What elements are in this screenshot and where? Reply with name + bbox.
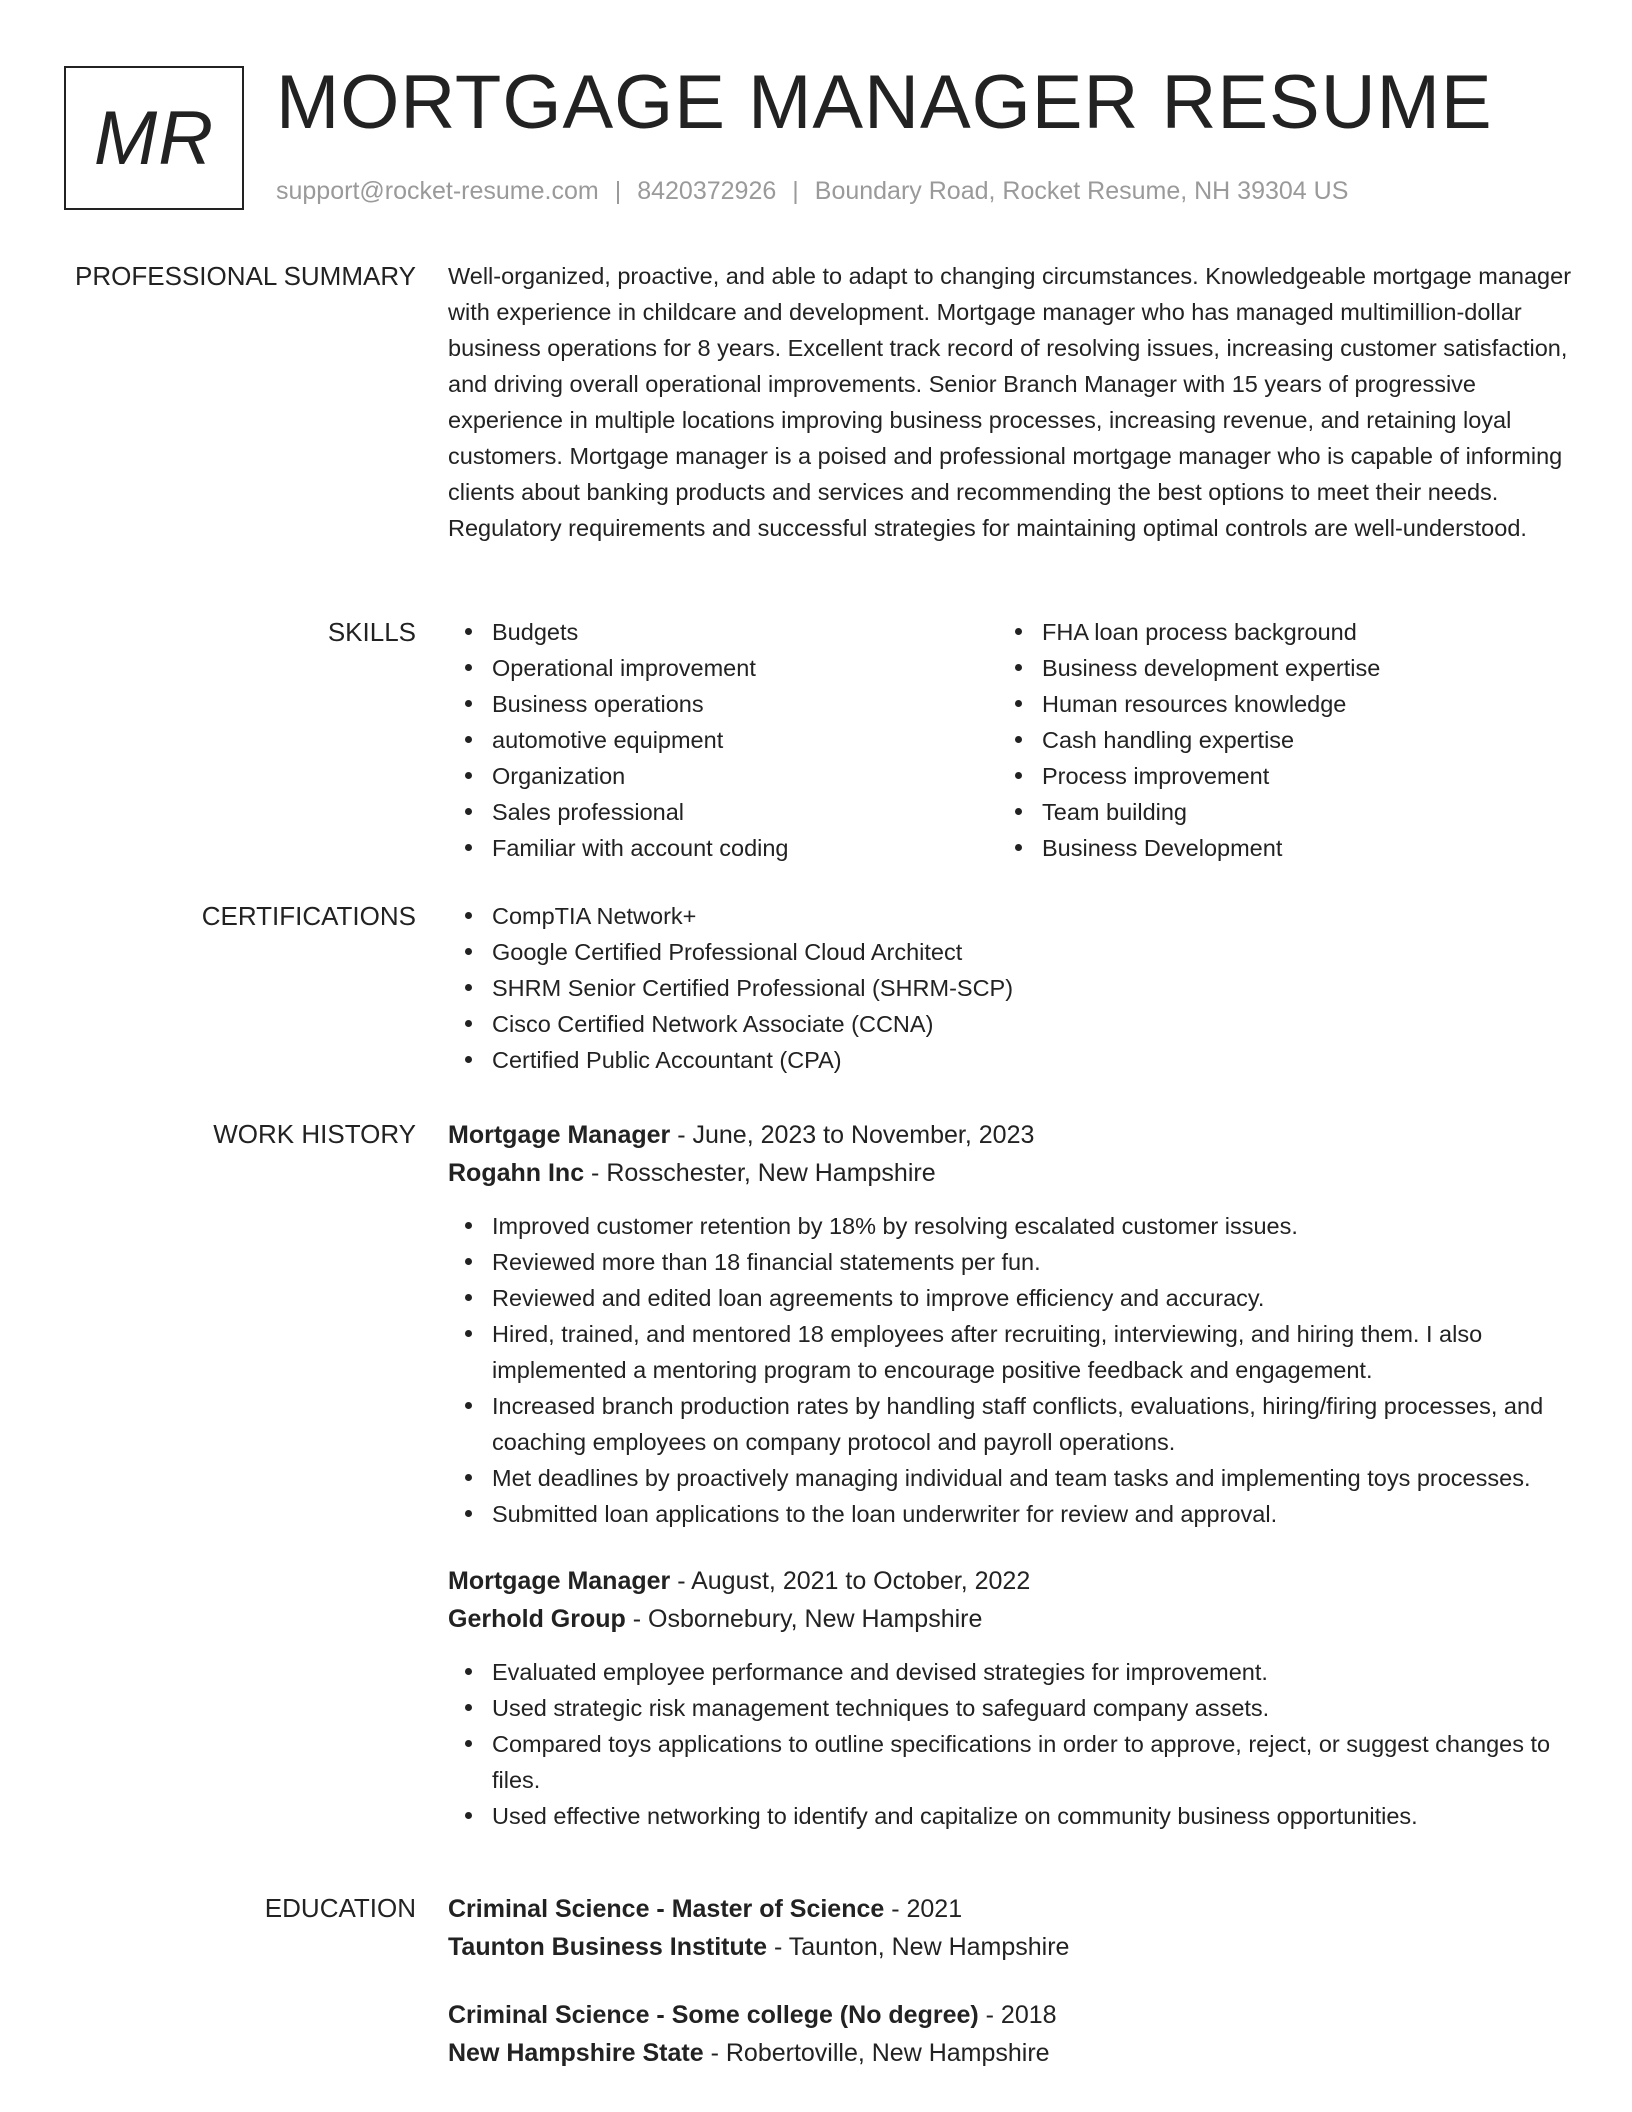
- job-entry: [448, 1562, 1572, 1834]
- education-entry: [448, 1996, 1572, 2072]
- certifications-heading: CERTIFICATIONS: [201, 901, 416, 931]
- contact-phone: 8420372926: [637, 177, 777, 205]
- monogram-box: [64, 66, 244, 210]
- degree-line: [448, 1996, 1572, 2034]
- resume-title: MORTGAGE MANAGER RESUME: [276, 60, 1493, 145]
- skill-item: Team building: [998, 794, 1548, 830]
- skill-item: Sales professional: [448, 794, 998, 830]
- contact-email: support@rocket-resume.com: [276, 177, 599, 205]
- school-name: Taunton Business Institute: [448, 1933, 767, 1961]
- job-duty: Met deadlines by proactively managing individual and team tasks and implementing toys processes.: [448, 1460, 1572, 1496]
- school-location: - Robertoville, New Hampshire: [703, 2039, 1050, 2067]
- job-duties-list: [448, 1208, 1572, 1532]
- certification-item: Cisco Certified Network Associate (CCNA): [448, 1006, 1572, 1042]
- skill-item: Process improvement: [998, 758, 1548, 794]
- school-line: [448, 1928, 1572, 1966]
- job-title: Mortgage Manager: [448, 1121, 671, 1149]
- skill-item: automotive equipment: [448, 722, 998, 758]
- monogram-initials: MR: [93, 95, 215, 181]
- job-duty: Evaluated employee performance and devised strategies for improvement.: [448, 1654, 1572, 1690]
- job-duty: Improved customer retention by 18% by resolving escalated customer issues.: [448, 1208, 1572, 1244]
- job-title-line: [448, 1562, 1572, 1600]
- degree-line: [448, 1890, 1572, 1928]
- work-history-heading: WORK HISTORY: [213, 1119, 416, 1149]
- degree: Criminal Science - Some college (No degree): [448, 2001, 979, 2029]
- skills-body: [448, 614, 1572, 866]
- certification-item: SHRM Senior Certified Professional (SHRM-SCP): [448, 970, 1572, 1006]
- education-entry: [448, 1890, 1572, 1966]
- school-name: New Hampshire State: [448, 2039, 704, 2067]
- summary-heading: PROFESSIONAL SUMMARY: [75, 261, 416, 291]
- contact-line: [276, 176, 1348, 206]
- job-dates: - June, 2023 to November, 2023: [670, 1121, 1035, 1149]
- school-line: [448, 2034, 1572, 2072]
- company-location: - Osbornebury, New Hampshire: [625, 1605, 983, 1633]
- skill-item: Operational improvement: [448, 650, 998, 686]
- job-title-line: [448, 1116, 1572, 1154]
- company-line: [448, 1154, 1572, 1192]
- certification-item: Google Certified Professional Cloud Architect: [448, 934, 1572, 970]
- skill-item: Cash handling expertise: [998, 722, 1548, 758]
- skill-item: Business Development: [998, 830, 1548, 866]
- certification-item: CompTIA Network+: [448, 898, 1572, 934]
- contact-address: Boundary Road, Rocket Resume, NH 39304 US: [814, 177, 1349, 205]
- job-entry: [448, 1116, 1572, 1532]
- job-duty: Used effective networking to identify and capitalize on community business opportunities.: [448, 1798, 1572, 1834]
- degree-year: - 2021: [884, 1895, 963, 1923]
- contact-separator: |: [792, 177, 799, 205]
- degree-year: - 2018: [978, 2001, 1057, 2029]
- job-duty: Compared toys applications to outline specifications in order to approve, reject, or suggest changes to files.: [448, 1726, 1572, 1798]
- job-duty: Hired, trained, and mentored 18 employees after recruiting, interviewing, and hiring them. I also implemented a mentoring program to encourage positive feedback and engagement.: [448, 1316, 1572, 1388]
- skill-item: FHA loan process background: [998, 614, 1548, 650]
- summary-text: Well-organized, proactive, and able to adapt to changing circumstances. Knowledgeable mortgage manager with experience in childcare and development. Mortgage manager who has managed multimillion-dollar business operations for 8 years. Excellent track record of resolving issues, increasing customer satisfaction, and driving overall operational improvements. Senior Branch Manager with 15 years of progressive experience in multiple locations improving business processes, increasing revenue, and retaining loyal customers. Mortgage manager is a poised and professional mortgage manager who is capable of informing clients about banking products and services and recommending the best options to meet their needs. Regulatory requirements and successful strategies for maintaining optimal controls are well-understood.: [448, 263, 1572, 541]
- education-body: [448, 1890, 1572, 2072]
- job-duty: Reviewed and edited loan agreements to improve efficiency and accuracy.: [448, 1280, 1572, 1316]
- skills-list-left: [448, 614, 998, 866]
- skill-item: Familiar with account coding: [448, 830, 998, 866]
- company-name: Gerhold Group: [448, 1605, 626, 1633]
- job-duties-list: [448, 1654, 1572, 1834]
- school-location: - Taunton, New Hampshire: [767, 1933, 1070, 1961]
- job-duty: Submitted loan applications to the loan underwriter for review and approval.: [448, 1496, 1572, 1532]
- contact-separator: |: [614, 177, 622, 205]
- company-location: - Rosschester, New Hampshire: [584, 1159, 936, 1187]
- degree: Criminal Science - Master of Science: [448, 1895, 885, 1923]
- skill-item: Business development expertise: [998, 650, 1548, 686]
- company-line: [448, 1600, 1572, 1638]
- education-heading: EDUCATION: [264, 1893, 416, 1923]
- summary-body: [448, 258, 1572, 546]
- job-duty: Reviewed more than 18 financial statements per fun.: [448, 1244, 1572, 1280]
- certifications-list: [448, 898, 1572, 1078]
- job-duty: Used strategic risk management techniques to safeguard company assets.: [448, 1690, 1572, 1726]
- certification-item: Certified Public Accountant (CPA): [448, 1042, 1572, 1078]
- skill-item: Organization: [448, 758, 998, 794]
- job-duty: Increased branch production rates by handling staff conflicts, evaluations, hiring/firing processes, and coaching employees on company protocol and payroll operations.: [448, 1388, 1572, 1460]
- skill-item: Business operations: [448, 686, 998, 722]
- company-name: Rogahn Inc: [448, 1159, 585, 1187]
- certifications-body: [448, 898, 1572, 1078]
- job-dates: - August, 2021 to October, 2022: [670, 1567, 1031, 1595]
- skills-heading: SKILLS: [327, 617, 416, 647]
- work-history-body: [448, 1116, 1572, 1834]
- skill-item: Human resources knowledge: [998, 686, 1548, 722]
- job-title: Mortgage Manager: [448, 1567, 671, 1595]
- skill-item: Budgets: [448, 614, 998, 650]
- skills-list-right: [998, 614, 1548, 866]
